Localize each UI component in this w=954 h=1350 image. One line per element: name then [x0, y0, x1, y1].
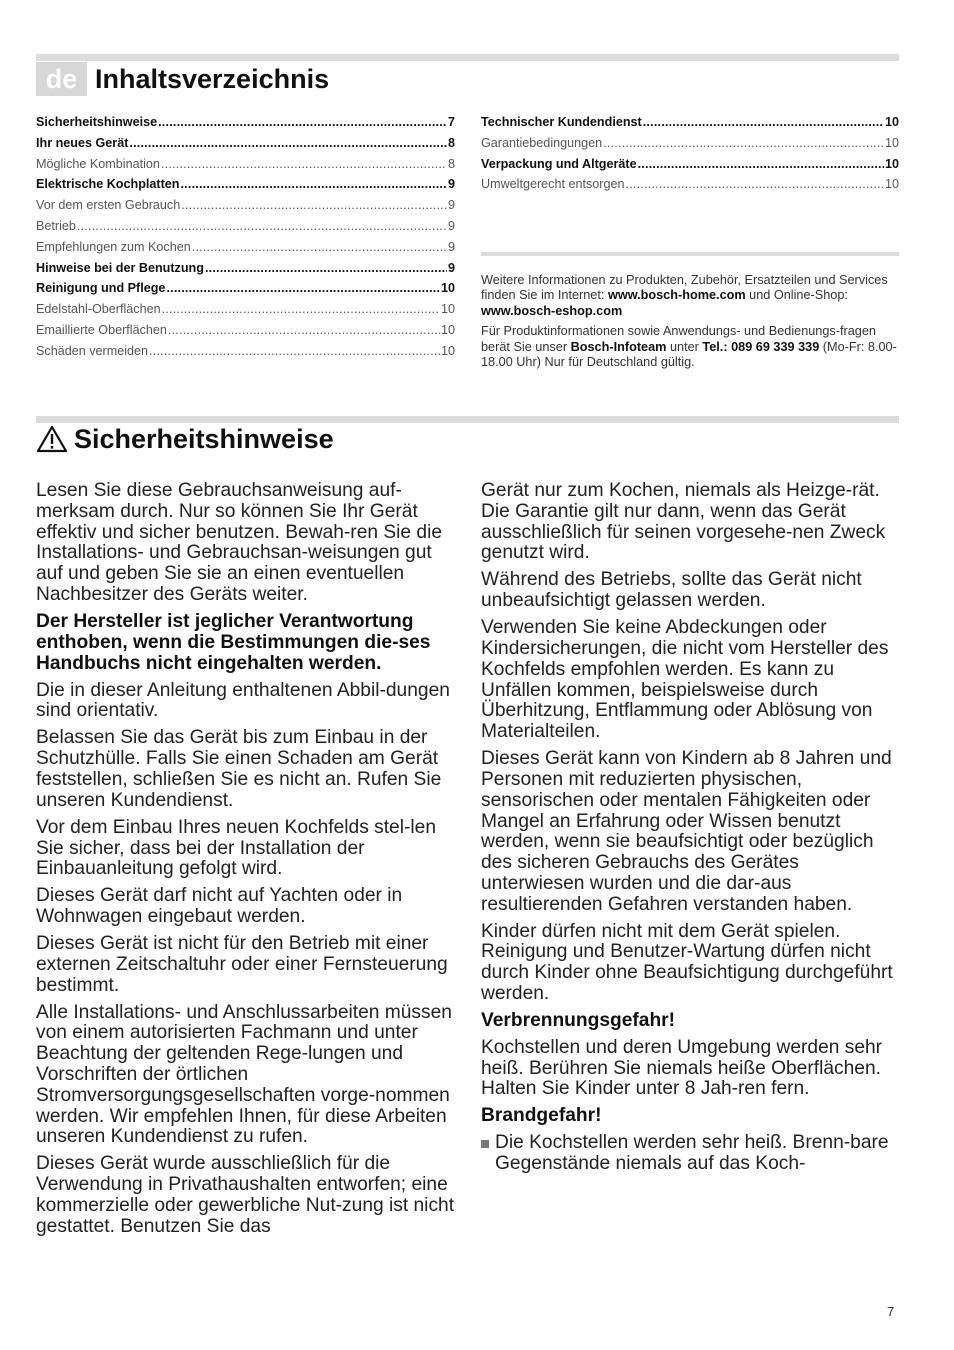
info-rule — [481, 252, 899, 256]
info-paragraph-web: Weitere Informationen zu Produkten, Zubehör, Ersatzteilen und Services finden Sie im Internet: www.bosch-home.com und Online-Shop: www.bosch-eshop.com — [481, 273, 888, 318]
toc-entry[interactable] — [36, 302, 455, 323]
fire-bullet — [481, 1133, 903, 1175]
toc-leader-dots — [166, 281, 440, 295]
toc-entry-title: Technischer Kundendienst — [481, 115, 642, 129]
toc-leader-dots — [205, 261, 447, 275]
toc-heading — [36, 62, 329, 96]
toc-entry-page: 9 — [447, 198, 455, 213]
toc-left-column — [36, 115, 455, 365]
toc-leader-dots — [77, 219, 447, 233]
link-bosch-home[interactable]: www.bosch-home.com — [607, 288, 746, 303]
safety-paragraph: Belassen Sie das Gerät bis zum Einbau in der Schutzhülle. Falls Sie einen Schaden am Gerät feststellen, schließen Sie es nicht an. Rufen Sie unseren Kundendienst. — [36, 727, 442, 811]
toc-entry-title: Sicherheitshinweise — [36, 115, 158, 129]
safety-paragraph: Während des Betriebs, sollte das Gerät nicht unbeaufsichtigt gelassen werden. — [481, 569, 862, 612]
toc-title: Inhaltsverzeichnis — [95, 63, 330, 94]
toc-entry-title: Edelstahl-Oberflächen — [36, 302, 161, 317]
bullet-square-icon — [481, 1140, 489, 1148]
toc-leader-dots — [149, 344, 440, 358]
toc-leader-dots — [626, 177, 884, 191]
toc-entry[interactable] — [36, 136, 455, 157]
toc-entry-title: Umweltgerecht entsorgen — [481, 177, 625, 192]
safety-left-column — [36, 481, 458, 1244]
toc-entry-title: Hinweise bei der Benutzung — [36, 260, 204, 275]
safety-paragraph: Vor dem Einbau Ihres neuen Kochfelds stel-len Sie sicher, dass bei der Installation der Einbauanleitung gefolgt wird. — [36, 816, 436, 880]
toc-entry-page: 7 — [447, 115, 455, 129]
fire-heading: Brandgefahr! — [481, 1105, 602, 1127]
toc-entry[interactable] — [36, 157, 455, 178]
toc-entry-page: 10 — [884, 177, 899, 192]
safety-paragraph: Die in dieser Anleitung enthaltenen Abbil-dungen sind orientativ. — [36, 679, 450, 722]
safety-paragraph: Gerät nur zum Kochen, niemals als Heizge-rät. Die Garantie gilt nur dann, wenn das Gerät ausschließlich für seinen vorgesehe-nen Zweck genutzt wird. — [481, 480, 886, 564]
toc-leader-dots — [158, 115, 447, 129]
toc-leader-dots — [643, 115, 884, 129]
safety-paragraph: Lesen Sie diese Gebrauchsanweisung auf-merksam durch. Nur so können Sie Ihr Gerät effektiv und sicher benutzen. Bewah-ren Sie die Installations- und Gebrauchsan-weisungen gut auf und geben Sie sie an einen eventuellen Nachbesitzer des Geräts weiter. — [36, 480, 443, 605]
fire-bullet-text: Die Kochstellen werden sehr heiß. Brenn-bare Gegenstände niemals auf das Koch- — [495, 1132, 889, 1175]
safety-paragraph: Alle Installations- und Anschlussarbeiten müssen von einem autorisierten Fachmann und unter Beachtung der geltenden Rege-lungen und Vorschriften der örtlichen Stromversorgungsgesellschaften vorge-nommen werden. Wir empfehlen Ihnen, für diese Arbeiten unseren Kundendienst zu rufen. — [36, 1001, 452, 1148]
safety-paragraph: Verwenden Sie keine Abdeckungen oder Kindersicherungen, die nicht vom Hersteller des Kochfelds empfohlen werden. Es kann zu Unfällen kommen, beispielsweise durch Überhitzung, Entflammung oder Ablösung von Materialteilen. — [481, 617, 889, 743]
toc-leader-dots — [162, 302, 440, 316]
info-box — [481, 273, 901, 375]
toc-right-column — [481, 115, 899, 198]
toc-leader-dots — [638, 157, 884, 171]
toc-entry[interactable] — [36, 281, 455, 302]
toc-leader-dots — [168, 323, 440, 337]
toc-entry-page: 9 — [447, 239, 455, 254]
toc-entry-page: 9 — [447, 177, 455, 192]
toc-leader-dots — [192, 240, 447, 254]
toc-leader-dots — [180, 177, 447, 191]
toc-entry-page: 10 — [884, 156, 899, 171]
toc-entry-title: Mögliche Kombination — [36, 156, 160, 171]
safety-paragraph: Der Hersteller ist jeglicher Verantwortung enthoben, wenn die Bestimmungen die-ses Handbuchs nicht eingehalten werden. — [36, 610, 431, 674]
section-rule — [36, 416, 899, 423]
info-paragraph-infoteam: Für Produktinformationen sowie Anwendungs- und Bedienungs-fragen berät Sie unser Bosch-Infoteam unter Tel.: 089 69 339 339 (Mo-Fr: 8.00-18.00 Uhr) Nur für Deutschland gültig. — [481, 324, 897, 370]
toc-entry[interactable] — [481, 157, 899, 178]
toc-entry[interactable] — [36, 219, 455, 240]
toc-leader-dots — [603, 136, 884, 150]
toc-entry-page: 10 — [440, 343, 455, 358]
toc-leader-dots — [161, 157, 447, 171]
toc-leader-dots — [129, 136, 447, 150]
toc-entry-title: Schäden vermeiden — [36, 343, 149, 358]
toc-entry-page: 9 — [447, 218, 455, 233]
toc-entry[interactable] — [36, 344, 455, 365]
toc-entry[interactable] — [481, 177, 899, 198]
page-number: 7 — [887, 1304, 895, 1319]
top-rule — [36, 54, 899, 61]
toc-entry-page: 8 — [447, 156, 455, 171]
toc-entry-page: 8 — [447, 135, 455, 150]
toc-entry-page: 10 — [884, 115, 899, 129]
toc-entry-title: Ihr neues Gerät — [36, 135, 129, 150]
toc-entry-page: 10 — [440, 322, 455, 337]
safety-paragraph: Dieses Gerät wurde ausschließlich für die Verwendung in Privathaushalten entworfen; eine kommerzielle oder gewerbliche Nut-zung ist nicht gestattet. Benutzen Sie das — [36, 1153, 455, 1237]
toc-entry[interactable] — [36, 177, 455, 198]
toc-entry-page: 10 — [440, 302, 455, 317]
safety-paragraph: Dieses Gerät kann von Kindern ab 8 Jahren und Personen mit reduzierten physischen, sensorischen oder mentalen Fähigkeiten oder Mangel an Erfahrung oder Wissen benutzt werden, wenn sie beaufsichtigt oder bezüglich des sicheren Gebrauchs des Gerätes unterwiesen wurden und die dar-aus resultierenden Gefahren verstanden haben. — [481, 748, 892, 915]
toc-entry-title: Reinigung und Pflege — [36, 281, 166, 296]
toc-entry[interactable] — [36, 261, 455, 282]
safety-paragraph: Dieses Gerät darf nicht auf Yachten oder in Wohnwagen eingebaut werden. — [36, 885, 403, 928]
link-bosch-eshop[interactable]: www.bosch-eshop.com — [481, 303, 623, 318]
safety-right-column — [481, 481, 903, 1175]
safety-heading — [36, 425, 334, 453]
toc-entry-page: 10 — [884, 135, 899, 150]
toc-entry-title: Vor dem ersten Gebrauch — [36, 198, 181, 213]
toc-entry-title: Betrieb — [36, 218, 76, 233]
toc-leader-dots — [181, 198, 447, 212]
language-badge: de — [36, 62, 87, 96]
toc-entry[interactable] — [36, 240, 455, 261]
warning-triangle-icon — [36, 425, 68, 453]
burn-heading: Verbrennungsgefahr! — [481, 1010, 676, 1032]
toc-entry-title: Elektrische Kochplatten — [36, 177, 180, 192]
toc-entry[interactable] — [36, 115, 455, 136]
toc-entry[interactable] — [36, 323, 455, 344]
toc-entry-title: Emaillierte Oberflächen — [36, 322, 167, 337]
safety-paragraph: Dieses Gerät ist nicht für den Betrieb mit einer externen Zeitschaltuhr oder einer Fernsteuerung bestimmt. — [36, 933, 448, 996]
safety-paragraph: Kinder dürfen nicht mit dem Gerät spielen. Reinigung und Benutzer-Wartung dürfen nicht durch Kinder ohne Beaufsichtigung durchgeführt werden. — [481, 920, 893, 1005]
toc-entry-page: 9 — [447, 260, 455, 275]
toc-entry-title: Empfehlungen zum Kochen — [36, 239, 191, 254]
burn-text: Kochstellen und deren Umgebung werden sehr heiß. Berühren Sie niemals heiße Oberflächen. Halten Sie Kinder unter 8 Jah-ren fern. — [481, 1036, 883, 1100]
toc-entry-title: Garantiebedingungen — [481, 135, 603, 150]
phone-number: Tel.: 089 69 339 339 — [702, 339, 820, 354]
safety-title: Sicherheitshinweise — [74, 423, 334, 454]
toc-entry[interactable] — [36, 198, 455, 219]
toc-entry[interactable] — [481, 136, 899, 157]
toc-entry[interactable] — [481, 115, 899, 136]
toc-entry-page: 10 — [440, 281, 455, 296]
toc-entry-title: Verpackung und Altgeräte — [481, 156, 637, 171]
